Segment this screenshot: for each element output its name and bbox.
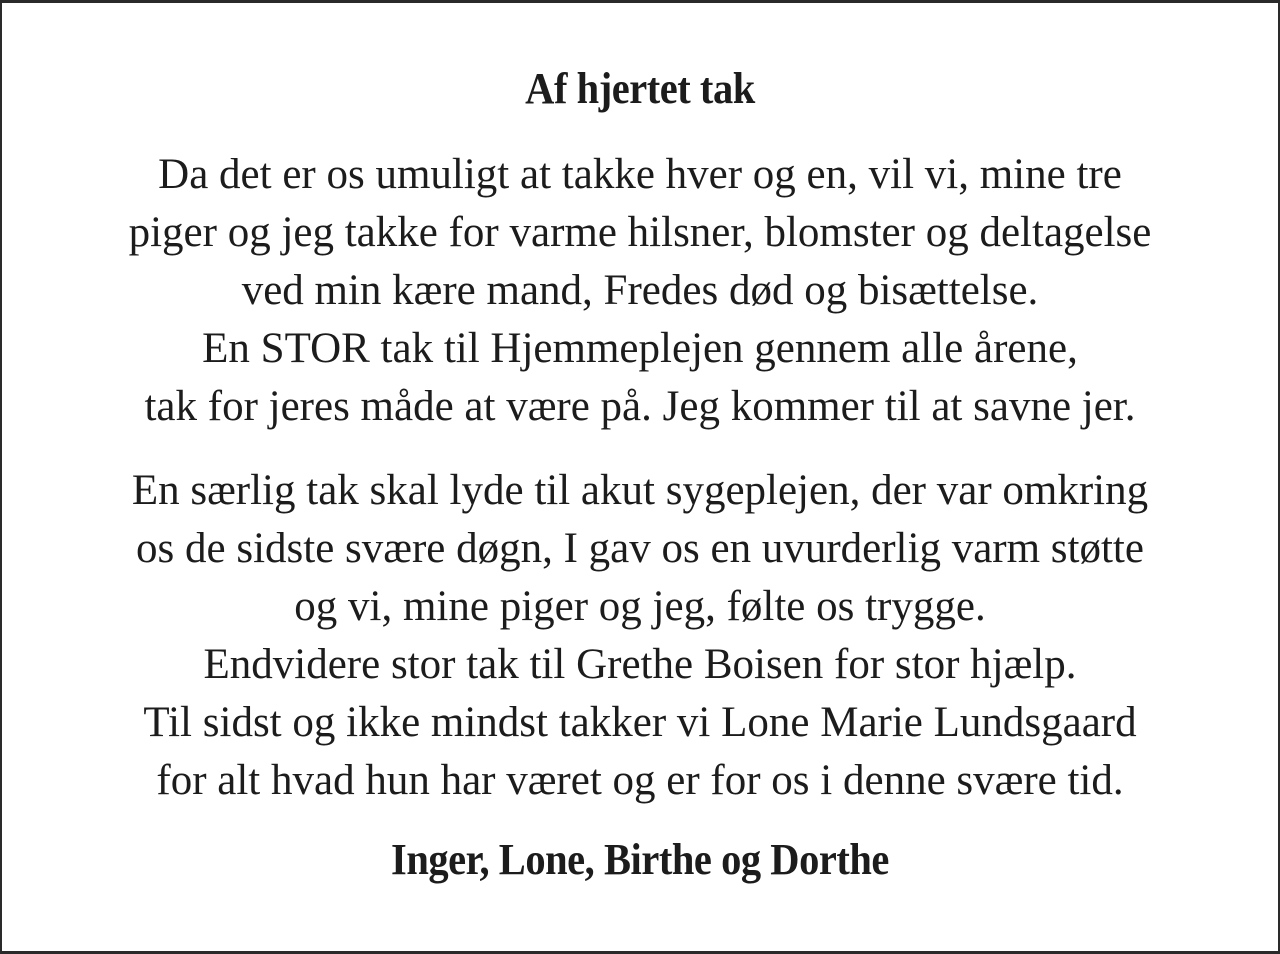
paragraph-line: og vi, mine piger og jeg, følte os trygge.	[294, 583, 986, 630]
paragraph-line: os de sidste svære døgn, I gav os en uvurderlig varm støtte	[136, 525, 1144, 572]
paragraph-line: Da det er os umuligt at takke hver og en, vil vi, mine tre	[158, 151, 1122, 198]
paragraph-line: En STOR tak til Hjemmeplejen gennem alle årene,	[202, 325, 1078, 372]
paragraph-line: Endvidere stor tak til Grethe Boisen for stor hjælp.	[203, 641, 1077, 688]
paragraph-line: piger og jeg takke for varme hilsner, blomster og deltagelse	[128, 209, 1152, 256]
notice-paragraph-1	[2, 146, 1278, 436]
notice-signature: Inger, Lone, Birthe og Dorthe	[391, 835, 889, 884]
notice-heading: Af hjertet tak	[525, 64, 755, 113]
notice-paragraph-2	[2, 462, 1278, 810]
paragraph-line: Til sidst og ikke mindst takker vi Lone Marie Lundsgaard	[143, 699, 1137, 746]
paragraph-line: for alt hvad hun har været og er for os i denne svære tid.	[156, 757, 1124, 804]
paragraph-line: ved min kære mand, Fredes død og bisættelse.	[241, 267, 1039, 314]
paragraph-line: tak for jeres måde at være på. Jeg kommer til at savne jer.	[144, 383, 1136, 430]
paragraph-line: En særlig tak skal lyde til akut sygeplejen, der var omkring	[131, 467, 1149, 514]
